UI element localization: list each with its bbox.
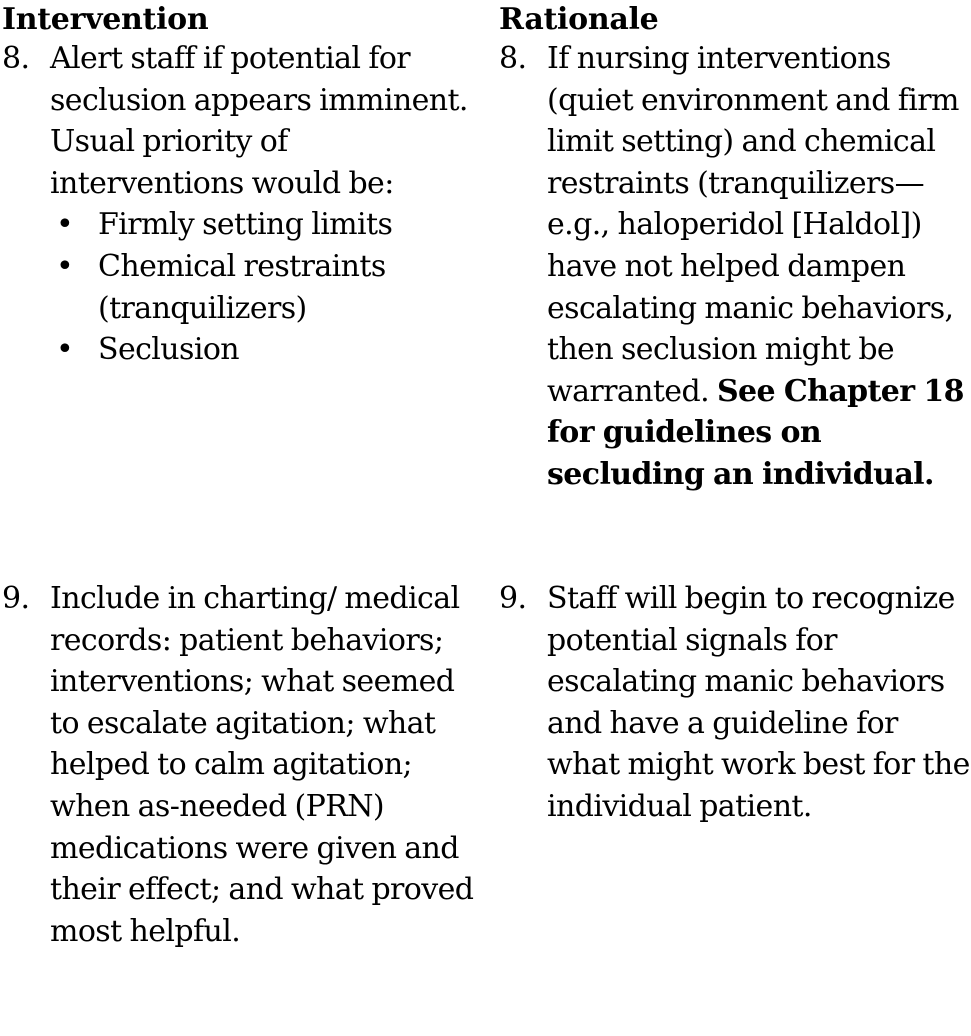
intervention-bullet-list — [50, 204, 480, 370]
bullet-icon: • — [56, 207, 74, 243]
rationale-column — [499, 0, 971, 824]
bullet-item — [50, 329, 480, 371]
intervention-text: Alert staff if potential for seclusion appears imminent. Usual priority of interventions would be: — [50, 41, 468, 201]
bullet-item — [50, 246, 480, 329]
item-number: 9. — [499, 581, 527, 616]
bullet-icon: • — [56, 332, 74, 368]
rationale-bold-reference: See Chapter 18 for guidelines on secluding an individual. — [547, 373, 964, 492]
intervention-header: Intervention — [2, 2, 209, 37]
bullet-text: Seclusion — [98, 332, 239, 368]
rationale-item-8 — [499, 38, 971, 496]
item-number: 8. — [2, 41, 30, 76]
bullet-icon: • — [56, 248, 74, 284]
rationale-body: If nursing interventions (quiet environment and firm limit setting) and chemical restraints (tranquilizers—e.g., haloperidol [Haldol]) have not helped dampen escalating manic behaviors, then seclusion might be warranted. — [547, 41, 959, 409]
rationale-item-9 — [499, 578, 971, 828]
bullet-text: Chemical restraints (tranquilizers) — [98, 248, 386, 326]
bullet-item — [50, 204, 480, 246]
item-number: 8. — [499, 41, 527, 76]
intervention-item-9 — [2, 578, 480, 952]
rationale-text: Staff will begin to recognize potential signals for escalating manic behaviors and have a guideline for what might work best for the individual patient. — [547, 581, 970, 824]
intervention-item-8 — [2, 38, 480, 371]
item-number: 9. — [2, 581, 30, 616]
intervention-text: Include in charting/ medical records: patient behaviors; interventions; what seemed to escalate agitation; what helped to calm agitation; when as-needed (PRN) medications were given and their effect; and what proved most helpful. — [50, 581, 474, 949]
bullet-text: Firmly setting limits — [98, 207, 393, 243]
rationale-text — [547, 38, 971, 496]
rationale-header: Rationale — [499, 2, 659, 37]
intervention-column — [2, 0, 480, 949]
